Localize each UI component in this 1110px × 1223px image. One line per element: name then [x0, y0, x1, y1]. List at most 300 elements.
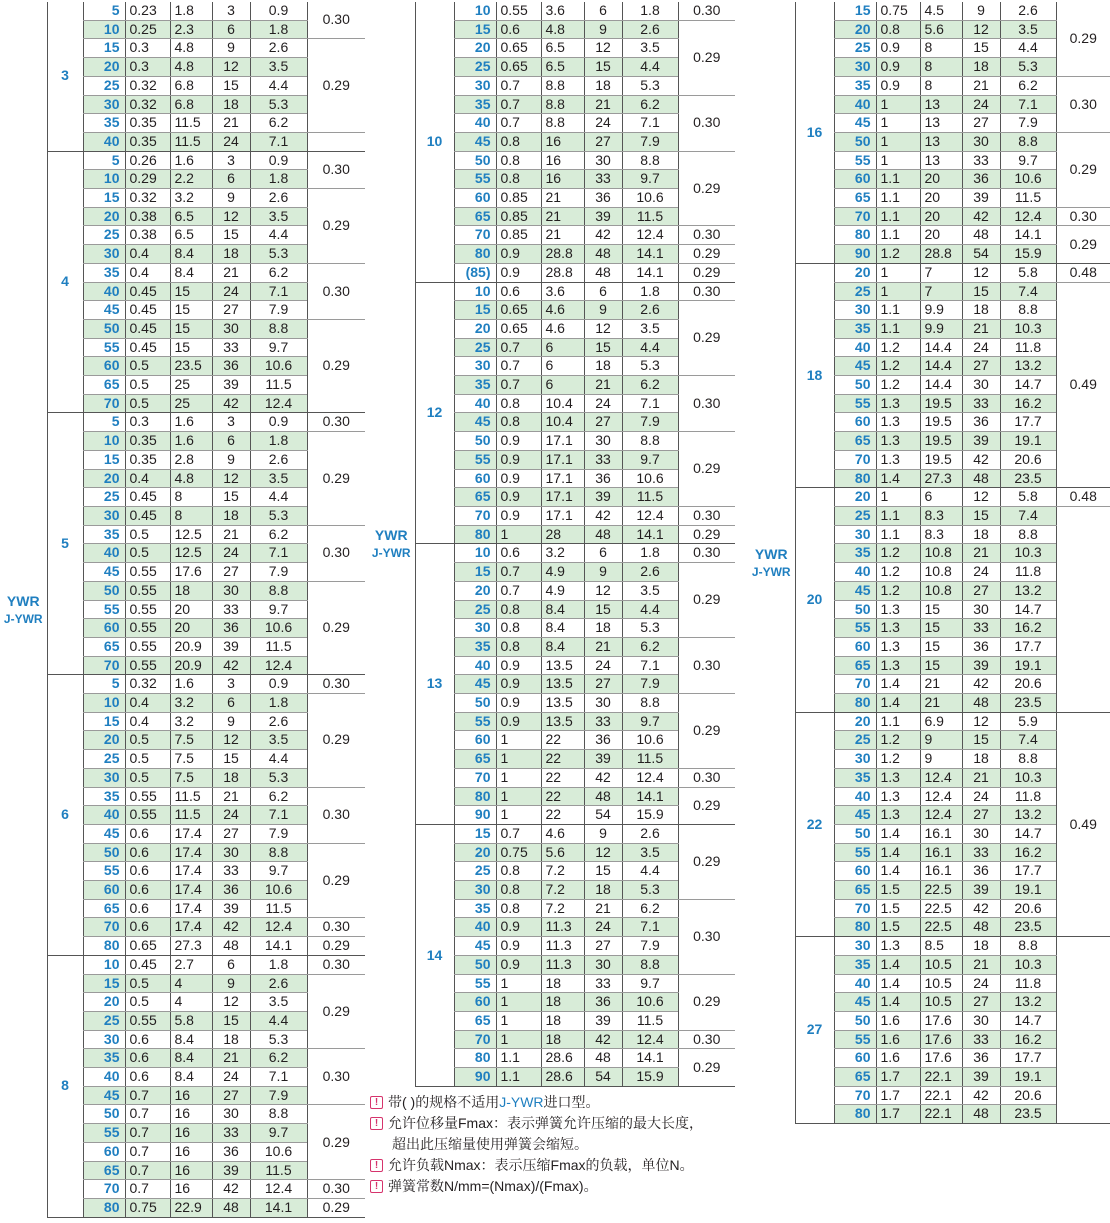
k-value: 7.1 — [250, 132, 307, 151]
free-length: 50 — [454, 151, 496, 170]
wire-dia: 0.8 — [496, 600, 541, 619]
free-length: 25 — [834, 282, 876, 301]
fmax: 8.4 — [541, 600, 584, 619]
nmax: 24 — [584, 394, 622, 413]
wire-dia: 0.55 — [125, 656, 170, 675]
table-row — [0, 2, 365, 20]
k-value: 11.5 — [622, 750, 678, 769]
k-value: 14.1 — [622, 787, 678, 806]
table-row — [0, 151, 365, 170]
nmax: 42 — [584, 226, 622, 245]
wire-dia: 1.3 — [876, 413, 920, 432]
free-length: 70 — [83, 1180, 125, 1199]
free-length: 70 — [454, 768, 496, 787]
wire-dia: 0.85 — [496, 207, 541, 226]
spring-rate: 0.29 — [307, 319, 365, 413]
free-length: 60 — [834, 862, 876, 881]
nmax: 39 — [584, 750, 622, 769]
free-length: 50 — [454, 694, 496, 713]
nmax: 9 — [212, 39, 250, 58]
fmax: 15 — [170, 301, 212, 320]
nmax: 33 — [962, 843, 1000, 862]
free-length: 60 — [454, 189, 496, 208]
nmax: 12 — [212, 993, 250, 1012]
free-length: 60 — [834, 637, 876, 656]
fmax: 10.5 — [920, 993, 962, 1012]
k-value: 14.7 — [1000, 1011, 1056, 1030]
free-length: 50 — [834, 132, 876, 151]
k-value: 7.9 — [1000, 114, 1056, 133]
free-length: 60 — [83, 619, 125, 638]
nmax: 15 — [212, 488, 250, 507]
spring-rate: 0.30 — [307, 413, 365, 432]
free-length: 10 — [83, 955, 125, 974]
nmax: 30 — [962, 132, 1000, 151]
nmax: 27 — [962, 357, 1000, 376]
k-value: 12.4 — [622, 506, 678, 525]
wire-dia: 0.8 — [496, 170, 541, 189]
free-length: 30 — [83, 506, 125, 525]
free-length: 80 — [454, 525, 496, 544]
nmax: 30 — [584, 432, 622, 451]
wire-dia: 1 — [876, 114, 920, 133]
k-value: 11.5 — [622, 1011, 678, 1030]
k-value: 14.1 — [622, 263, 678, 282]
spring-rate: 0.49 — [1056, 282, 1110, 488]
wire-dia: 1.2 — [876, 357, 920, 376]
free-length: 60 — [83, 357, 125, 376]
fmax: 2.2 — [170, 170, 212, 189]
fmax: 10.8 — [920, 544, 962, 563]
k-value: 8.8 — [1000, 750, 1056, 769]
k-value: 10.6 — [250, 357, 307, 376]
fmax: 23.5 — [170, 357, 212, 376]
wire-dia: 1.4 — [876, 675, 920, 694]
k-value: 10.6 — [1000, 170, 1056, 189]
wire-dia: 0.6 — [125, 824, 170, 843]
warning-icon: ! — [370, 1117, 383, 1130]
fmax: 3.2 — [170, 712, 212, 731]
nmax: 36 — [212, 619, 250, 638]
free-length: 15 — [454, 824, 496, 843]
free-length: 60 — [834, 413, 876, 432]
free-length: 45 — [83, 301, 125, 320]
free-length: 65 — [834, 881, 876, 900]
fmax: 5.6 — [541, 843, 584, 862]
wire-dia: 0.75 — [125, 1199, 170, 1218]
nmax: 24 — [962, 95, 1000, 114]
spring-rate: 0.30 — [307, 1049, 365, 1105]
wire-dia: 1.4 — [876, 993, 920, 1012]
nmax: 30 — [212, 843, 250, 862]
fmax: 4 — [170, 974, 212, 993]
nmax: 21 — [212, 1049, 250, 1068]
nmax: 21 — [584, 95, 622, 114]
k-value: 13.2 — [1000, 806, 1056, 825]
k-value: 7.9 — [250, 563, 307, 582]
fmax: 13.5 — [541, 694, 584, 713]
wire-dia: 1.3 — [876, 619, 920, 638]
wire-dia: 1.4 — [876, 974, 920, 993]
k-value: 2.6 — [250, 39, 307, 58]
nmax: 36 — [584, 469, 622, 488]
nmax: 15 — [212, 76, 250, 95]
wire-dia: 0.45 — [125, 319, 170, 338]
k-value: 5.3 — [622, 881, 678, 900]
fmax: 6.8 — [170, 95, 212, 114]
free-length: 25 — [83, 488, 125, 507]
wire-diameter: 20 — [795, 488, 834, 712]
free-length: 10 — [83, 170, 125, 189]
free-length: 35 — [83, 525, 125, 544]
nmax: 18 — [584, 76, 622, 95]
wire-dia: 0.55 — [125, 787, 170, 806]
fmax: 16 — [170, 1161, 212, 1180]
nmax: 42 — [212, 394, 250, 413]
wire-dia: 0.9 — [496, 955, 541, 974]
free-length: 15 — [454, 301, 496, 320]
fmax: 19.5 — [920, 413, 962, 432]
fmax: 16.1 — [920, 824, 962, 843]
free-length: 35 — [834, 319, 876, 338]
wire-dia: 0.9 — [496, 245, 541, 264]
fmax: 16 — [541, 151, 584, 170]
wire-dia: 0.7 — [125, 1161, 170, 1180]
k-value: 5.8 — [1000, 488, 1056, 507]
k-value: 10.6 — [250, 1142, 307, 1161]
nmax: 27 — [584, 937, 622, 956]
wire-diameter: 14 — [415, 824, 454, 1086]
wire-dia: 1.3 — [876, 656, 920, 675]
k-value: 8.8 — [622, 694, 678, 713]
wire-dia: 0.9 — [496, 450, 541, 469]
nmax: 36 — [584, 189, 622, 208]
fmax: 8 — [920, 76, 962, 95]
free-length: 30 — [83, 1030, 125, 1049]
k-value: 3.5 — [622, 843, 678, 862]
wire-dia: 0.45 — [125, 338, 170, 357]
fmax: 19.5 — [920, 432, 962, 451]
nmax: 21 — [962, 768, 1000, 787]
free-length: 80 — [834, 918, 876, 937]
nmax: 6 — [212, 432, 250, 451]
fmax: 4.6 — [541, 319, 584, 338]
series-label — [0, 2, 47, 1217]
free-length: 20 — [454, 319, 496, 338]
free-length: 30 — [834, 525, 876, 544]
wire-dia: 0.9 — [496, 488, 541, 507]
nmax: 9 — [584, 20, 622, 39]
fmax: 13.5 — [541, 656, 584, 675]
k-value: 0.9 — [250, 2, 307, 20]
nmax: 18 — [584, 619, 622, 638]
fmax: 17.1 — [541, 488, 584, 507]
free-length: 20 — [83, 993, 125, 1012]
k-value: 16.2 — [1000, 1030, 1056, 1049]
fmax: 8.5 — [920, 937, 962, 956]
fmax: 11.3 — [541, 937, 584, 956]
wire-dia: 0.45 — [125, 282, 170, 301]
fmax: 6.5 — [170, 207, 212, 226]
free-length: 70 — [834, 450, 876, 469]
nmax: 33 — [962, 151, 1000, 170]
k-value: 14.1 — [622, 1049, 678, 1068]
free-length: 60 — [83, 1142, 125, 1161]
wire-dia: 1.2 — [876, 731, 920, 750]
k-value: 15.9 — [1000, 245, 1056, 264]
free-length: 40 — [83, 132, 125, 151]
fmax: 8.4 — [170, 1049, 212, 1068]
free-length: 70 — [83, 656, 125, 675]
k-value: 0.9 — [250, 413, 307, 432]
k-value: 1.8 — [250, 694, 307, 713]
k-value: 0.9 — [250, 675, 307, 694]
table-row — [0, 955, 365, 974]
fmax: 14.4 — [920, 376, 962, 395]
k-value: 15.9 — [622, 1068, 678, 1087]
spring-rate: 0.29 — [678, 20, 735, 95]
k-value: 8.8 — [622, 432, 678, 451]
nmax: 39 — [584, 207, 622, 226]
fmax: 7.5 — [170, 731, 212, 750]
wire-dia: 0.35 — [125, 432, 170, 451]
fmax: 16.1 — [920, 862, 962, 881]
fmax: 1.6 — [170, 413, 212, 432]
fmax: 9 — [920, 750, 962, 769]
k-value: 8.8 — [1000, 132, 1056, 151]
k-value: 17.7 — [1000, 413, 1056, 432]
free-length: 55 — [834, 1030, 876, 1049]
fmax: 15 — [170, 319, 212, 338]
free-length: 30 — [454, 357, 496, 376]
k-value: 5.3 — [250, 506, 307, 525]
free-length: 90 — [454, 1068, 496, 1087]
wire-dia: 1.5 — [876, 918, 920, 937]
fmax: 7.2 — [541, 862, 584, 881]
wire-dia: 0.3 — [125, 39, 170, 58]
spring-rate: 0.30 — [678, 544, 735, 563]
spring-rate: 0.30 — [1056, 76, 1110, 132]
free-length: 20 — [454, 843, 496, 862]
fmax: 13.5 — [541, 675, 584, 694]
table-row — [368, 2, 735, 20]
free-length: 35 — [834, 544, 876, 563]
nmax: 12 — [584, 581, 622, 600]
nmax: 18 — [212, 1030, 250, 1049]
wire-dia: 1.3 — [876, 768, 920, 787]
wire-dia: 0.7 — [496, 563, 541, 582]
k-value: 11.5 — [250, 376, 307, 395]
spring-rate — [307, 132, 365, 151]
fmax: 4.8 — [541, 20, 584, 39]
free-length: 20 — [834, 20, 876, 39]
spring-rate: 0.30 — [678, 376, 735, 432]
nmax: 42 — [584, 1030, 622, 1049]
table-row — [748, 2, 1110, 20]
k-value: 5.3 — [622, 357, 678, 376]
fmax: 20 — [170, 600, 212, 619]
wire-dia: 0.8 — [496, 413, 541, 432]
free-length: 30 — [834, 58, 876, 77]
table-row — [368, 544, 735, 563]
wire-dia: 1.3 — [876, 432, 920, 451]
free-length: 65 — [454, 488, 496, 507]
wire-dia: 1.2 — [876, 376, 920, 395]
free-length: 55 — [83, 338, 125, 357]
k-value: 7.4 — [1000, 506, 1056, 525]
fmax: 17.4 — [170, 918, 212, 937]
free-length: 45 — [83, 1086, 125, 1105]
k-value: 9.7 — [250, 600, 307, 619]
wire-dia: 0.26 — [125, 151, 170, 170]
fmax: 17.6 — [920, 1030, 962, 1049]
wire-dia: 1 — [496, 525, 541, 544]
free-length: 30 — [454, 76, 496, 95]
k-value: 15.9 — [622, 806, 678, 825]
free-length: 35 — [834, 955, 876, 974]
k-value: 6.2 — [250, 525, 307, 544]
k-value: 5.8 — [1000, 263, 1056, 282]
fmax: 16 — [170, 1105, 212, 1124]
k-value: 7.1 — [1000, 95, 1056, 114]
k-value: 8.8 — [250, 843, 307, 862]
k-value: 20.6 — [1000, 1086, 1056, 1105]
k-value: 8.8 — [250, 581, 307, 600]
fmax: 8.8 — [541, 114, 584, 133]
free-length: 60 — [834, 1049, 876, 1068]
nmax: 33 — [212, 600, 250, 619]
spring-rate: 0.29 — [307, 1199, 365, 1218]
fmax: 28.8 — [541, 263, 584, 282]
fmax: 18 — [541, 1011, 584, 1030]
k-value: 23.5 — [1000, 1105, 1056, 1124]
nmax: 21 — [212, 525, 250, 544]
k-value: 10.3 — [1000, 544, 1056, 563]
wire-dia: 0.5 — [125, 376, 170, 395]
note-2: ! 允许位移量Fmax：表示弹簧允许压缩的最大长度， 超出此压缩量使用弹簧会缩短。 — [370, 1113, 770, 1155]
spring-rate: 0.29 — [678, 263, 735, 282]
fmax: 11.3 — [541, 918, 584, 937]
nmax: 42 — [962, 1086, 1000, 1105]
free-length: 50 — [834, 824, 876, 843]
spring-rate: 0.29 — [678, 301, 735, 376]
nmax: 12 — [584, 843, 622, 862]
nmax: 33 — [962, 1030, 1000, 1049]
fmax: 13 — [920, 114, 962, 133]
k-value: 1.8 — [622, 544, 678, 563]
fmax: 6.9 — [920, 712, 962, 731]
k-value: 6.2 — [622, 95, 678, 114]
fmax: 17.4 — [170, 899, 212, 918]
free-length: 45 — [454, 937, 496, 956]
fmax: 7.5 — [170, 750, 212, 769]
free-length: 70 — [454, 1030, 496, 1049]
fmax: 28.6 — [541, 1049, 584, 1068]
k-value: 6.2 — [250, 263, 307, 282]
wire-dia: 1.4 — [876, 694, 920, 713]
warning-icon: ! — [370, 1180, 383, 1193]
k-value: 12.4 — [1000, 207, 1056, 226]
spec-table — [368, 2, 735, 1087]
spec-table-right — [748, 2, 1110, 1124]
k-value: 2.6 — [622, 301, 678, 320]
nmax: 36 — [962, 637, 1000, 656]
k-value: 6.2 — [622, 376, 678, 395]
fmax: 13 — [920, 151, 962, 170]
spring-rate: 0.30 — [307, 955, 365, 974]
wire-dia: 0.5 — [125, 750, 170, 769]
free-length: 40 — [83, 806, 125, 825]
fmax: 8.3 — [920, 525, 962, 544]
wire-dia: 0.29 — [125, 170, 170, 189]
nmax: 12 — [212, 207, 250, 226]
wire-dia: 0.9 — [496, 263, 541, 282]
k-value: 8.8 — [250, 1105, 307, 1124]
k-value: 3.5 — [622, 39, 678, 58]
k-value: 1.8 — [250, 170, 307, 189]
wire-diameter: 10 — [415, 2, 454, 282]
nmax: 30 — [962, 824, 1000, 843]
wire-dia: 0.3 — [125, 413, 170, 432]
k-value: 11.5 — [622, 207, 678, 226]
nmax: 18 — [212, 506, 250, 525]
free-length: 60 — [454, 469, 496, 488]
fmax: 17.6 — [920, 1011, 962, 1030]
fmax: 8.8 — [541, 76, 584, 95]
nmax: 30 — [212, 319, 250, 338]
spring-rate: 0.29 — [1056, 226, 1110, 263]
wire-dia: 0.7 — [125, 1180, 170, 1199]
k-value: 10.3 — [1000, 319, 1056, 338]
spring-rate: 0.29 — [1056, 2, 1110, 76]
fmax: 4.8 — [170, 469, 212, 488]
k-value: 9.7 — [622, 712, 678, 731]
k-value: 5.9 — [1000, 712, 1056, 731]
table-row — [368, 824, 735, 843]
wire-dia: 0.9 — [496, 712, 541, 731]
spring-rate: 0.30 — [307, 1180, 365, 1199]
wire-dia: 1 — [496, 768, 541, 787]
free-length: 65 — [834, 656, 876, 675]
wire-dia: 0.45 — [125, 301, 170, 320]
free-length: 30 — [83, 768, 125, 787]
fmax: 21 — [541, 226, 584, 245]
k-value: 3.5 — [622, 581, 678, 600]
wire-dia: 0.7 — [496, 581, 541, 600]
k-value: 14.1 — [250, 937, 307, 956]
k-value: 11.5 — [250, 1161, 307, 1180]
fmax: 5.8 — [170, 1011, 212, 1030]
fmax: 6 — [541, 357, 584, 376]
spring-rate: 0.29 — [678, 787, 735, 824]
wire-dia: 0.7 — [125, 1124, 170, 1143]
wire-diameter: 13 — [415, 544, 454, 825]
free-length: 20 — [834, 263, 876, 282]
nmax: 6 — [584, 282, 622, 301]
fmax: 17.6 — [920, 1049, 962, 1068]
wire-dia: 0.55 — [496, 2, 541, 20]
nmax: 12 — [962, 20, 1000, 39]
free-length: 10 — [454, 544, 496, 563]
nmax: 9 — [584, 824, 622, 843]
spring-rate: 0.30 — [307, 525, 365, 581]
nmax: 42 — [212, 1180, 250, 1199]
nmax: 15 — [584, 338, 622, 357]
nmax: 48 — [584, 525, 622, 544]
free-length: 10 — [83, 20, 125, 39]
free-length: 45 — [834, 114, 876, 133]
spring-rate: 0.30 — [678, 226, 735, 245]
